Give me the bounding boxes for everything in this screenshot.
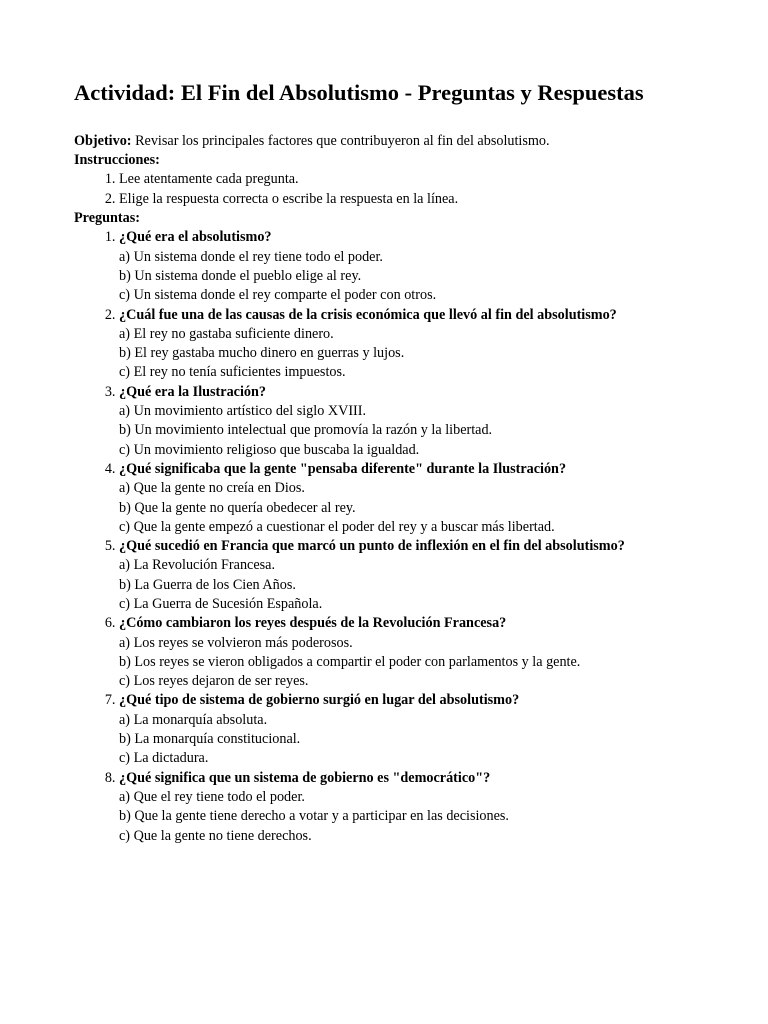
page-title: Actividad: El Fin del Absolutismo - Preguntas y Respuestas (74, 80, 644, 105)
answer-option: b) Un movimiento intelectual que promovía la razón y la libertad. (119, 422, 493, 439)
answer-option: c) La dictadura. (119, 750, 209, 767)
answer-option: c) Un sistema donde el rey comparte el poder con otros. (119, 287, 437, 304)
objective-label: Objetivo: (74, 132, 132, 149)
instructions-list (74, 170, 728, 209)
answer-option: b) Que la gente tiene derecho a votar y a participar en las decisiones. (119, 808, 509, 825)
question-item (119, 383, 728, 460)
answer-option: a) La Revolución Francesa. (119, 557, 276, 574)
answer-option: c) Los reyes dejaron de ser reyes. (119, 673, 309, 690)
answer-option: b) La monarquía constitucional. (119, 731, 301, 748)
question-item (119, 769, 728, 846)
objective-line (74, 132, 728, 151)
answer-option: a) Que la gente no creía en Dios. (119, 480, 305, 497)
question-text: ¿Qué significa que un sistema de gobierno es "democrático"? (119, 769, 491, 786)
answer-option: a) Que el rey tiene todo el poder. (119, 788, 305, 805)
answer-option: b) Un sistema donde el pueblo elige al rey. (119, 267, 362, 284)
answer-option: b) Los reyes se vieron obligados a compartir el poder con parlamentos y la gente. (119, 653, 581, 670)
answer-option: c) La Guerra de Sucesión Española. (119, 596, 323, 612)
question-text: ¿Qué era la Ilustración? (119, 383, 266, 400)
answer-option: a) Un movimiento artístico del siglo XVIII. (119, 403, 367, 420)
objective-text: Revisar los principales factores que contribuyeron al fin del absolutismo. (131, 132, 550, 149)
question-text: ¿Qué era el absolutismo? (119, 229, 272, 246)
answer-option: c) El rey no tenía suficientes impuestos. (119, 364, 346, 381)
answer-option: b) La Guerra de los Cien Años. (119, 576, 296, 593)
questions-heading: Preguntas: (74, 210, 140, 227)
question-item (119, 537, 728, 614)
question-item (119, 691, 728, 768)
answer-option: a) La monarquía absoluta. (119, 711, 268, 728)
instruction-item: 2. Elige la respuesta correcta o escribe la respuesta en la línea. (119, 190, 728, 209)
answer-option: a) Un sistema donde el rey tiene todo el poder. (119, 248, 383, 265)
question-item (119, 614, 728, 691)
instruction-item: 1. Lee atentamente cada pregunta. (119, 170, 728, 189)
answer-option: b) El rey gastaba mucho dinero en guerras y lujos. (119, 345, 405, 362)
question-item (119, 460, 728, 537)
answer-option: c) Un movimiento religioso que buscaba la igualdad. (119, 441, 420, 458)
question-text: ¿Cuál fue una de las causas de la crisis económica que llevó al fin del absolutismo? (119, 306, 617, 323)
question-item (119, 228, 728, 305)
question-text: ¿Qué tipo de sistema de gobierno surgió en lugar del absolutismo? (119, 692, 520, 709)
questions-list (74, 228, 728, 846)
answer-option: a) El rey no gastaba suficiente dinero. (119, 325, 334, 342)
question-text: ¿Qué sucedió en Francia que marcó un punto de inflexión en el fin del absolutismo? (119, 538, 625, 555)
instructions-heading: Instrucciones: (74, 152, 160, 169)
answer-option: b) Que la gente no quería obedecer al rey. (119, 499, 356, 516)
question-text: ¿Cómo cambiaron los reyes después de la Revolución Francesa? (119, 615, 507, 632)
answer-option: c) Que la gente no tiene derechos. (119, 827, 312, 844)
question-item (119, 306, 728, 383)
answer-option: c) Que la gente empezó a cuestionar el poder del rey y a buscar más libertad. (119, 518, 555, 535)
question-text: ¿Qué significaba que la gente "pensaba diferente" durante la Ilustración? (119, 460, 567, 477)
answer-option: a) Los reyes se volvieron más poderosos. (119, 634, 353, 651)
